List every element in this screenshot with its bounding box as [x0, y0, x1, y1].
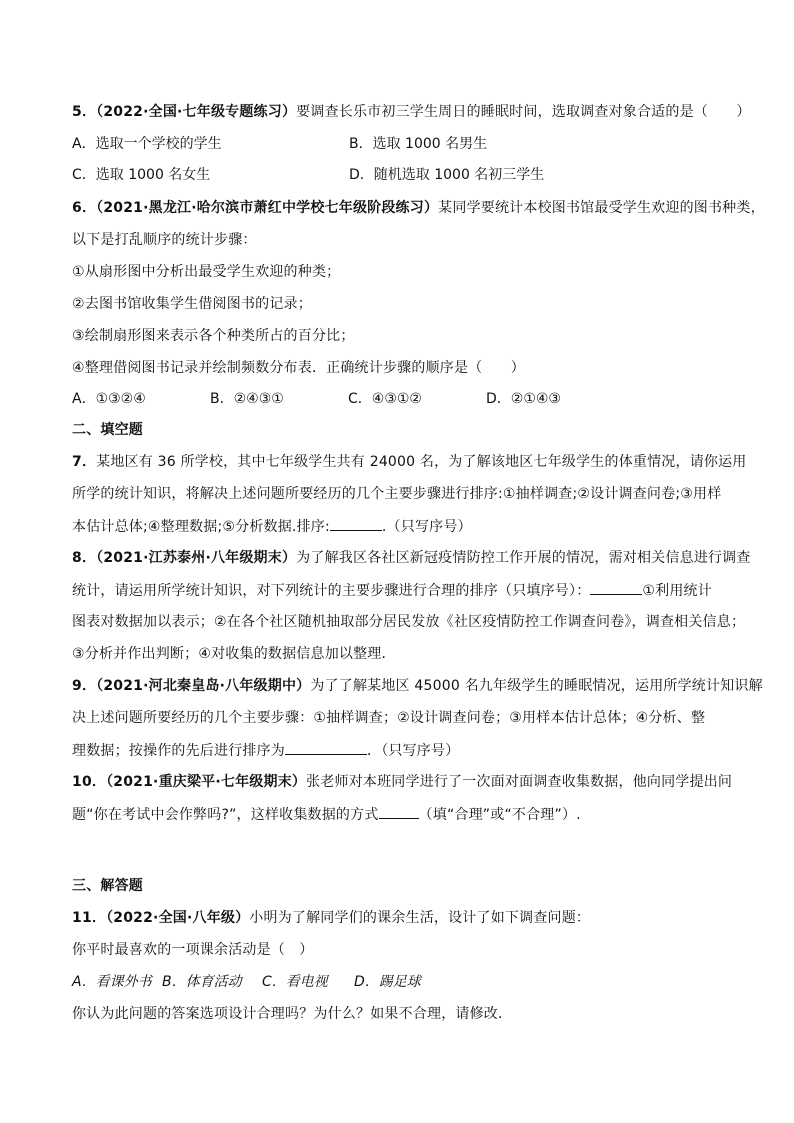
question-text: 某同学要统计本校图书馆最受学生欢迎的图书种类，	[438, 200, 765, 216]
section-heading-answer: 三、解答题	[72, 878, 143, 894]
answer-blank[interactable]	[590, 580, 642, 595]
question-8-stem	[72, 548, 751, 568]
question-text: 题“你在考试中会作弊吗?”，这样收集数据的方式	[72, 807, 379, 823]
question-text: 为了解我区各社区新冠疫情防控工作开展的情况，需对相关信息进行调查	[296, 550, 751, 566]
step-1: ①从扇形图中分析出最受学生欢迎的种类；	[72, 264, 341, 280]
question-9-line-3	[72, 740, 459, 761]
option-b: B．②④③①	[210, 391, 284, 407]
question-number: 7．	[72, 454, 97, 470]
question-7-stem	[72, 452, 747, 472]
question-8-line-4: ③分析并作出判断；④对收集的数据信息加以整理．	[72, 646, 396, 662]
question-6-stem-cont: 以下是打乱顺序的统计步骤：	[72, 232, 257, 248]
question-6-stem	[72, 198, 765, 218]
question-8-line-2	[72, 580, 712, 601]
option-a: A．①③②④	[72, 391, 146, 407]
question-text: 理数据；按操作的先后进行排序为	[72, 743, 285, 759]
step-4: ④整理借阅图书记录并绘制频数分布表．正确统计步骤的顺序是（ ）	[72, 360, 525, 376]
question-source: （2021·黑龙江·哈尔滨市萧红中学校七年级阶段练习）	[96, 200, 439, 216]
option-b: B．选取 1000 名男生	[349, 136, 488, 152]
question-10-stem	[72, 772, 732, 792]
question-text: 张老师对本班同学进行了一次面对面调查收集数据，他向同学提出问	[306, 774, 733, 790]
option-c: C．④③①②	[348, 391, 422, 407]
question-text: 某地区有 36 所学校，其中七年级学生共有 24000 名，为了解该地区七年级学生的体重情况，请你运用	[96, 454, 747, 470]
option-b: B．体育活动	[162, 974, 242, 990]
step-3: ③绘制扇形图来表示各个种类所占的百分比；	[72, 328, 355, 344]
answer-blank[interactable]	[285, 740, 367, 755]
question-number: 10．	[72, 774, 107, 790]
question-source: （2022·全国·八年级）	[106, 910, 250, 926]
question-text: ．（只写序号）	[367, 743, 460, 759]
question-text: 为了了解某地区 45000 名九年级学生的睡眠情况，运用所学统计知识解	[310, 678, 763, 694]
question-number: 5．	[72, 104, 97, 120]
question-source: （2021·河北秦皇岛·八年级期中）	[96, 678, 311, 694]
question-11-line-4: 你认为此问题的答案选项设计合理吗？为什么？如果不合理，请修改．	[72, 1006, 513, 1022]
question-8-line-3: 图表对数据加以表示；②在各个社区随机抽取部分居民发放《社区疫情防控工作调查问卷》，调查相关信息；	[72, 614, 746, 630]
question-11-line-2: 你平时最喜欢的一项课余活动是（ ）	[72, 942, 314, 958]
option-d: D．踢足球	[354, 974, 421, 990]
question-7-line-2: 所学的统计知识，将解决上述问题所要经历的几个主要步骤进行排序:①抽样调查;②设计调查问卷;③用样	[72, 486, 722, 502]
question-7-line-3	[72, 516, 472, 537]
option-c: C．看电视	[262, 974, 328, 990]
option-a: A．看课外书	[72, 974, 152, 990]
question-text: 统计，请运用所学统计知识，对下列统计的主要步骤进行合理的排序（只填序号）：	[72, 583, 591, 599]
answer-blank[interactable]	[330, 516, 382, 531]
answer-blank[interactable]	[379, 804, 419, 819]
option-c: C．选取 1000 名女生	[72, 167, 211, 183]
question-text: 要调查长乐市初三学生周日的睡眠时间，选取调查对象合适的是（ ）	[296, 104, 751, 120]
question-text: 本估计总体;④整理数据;⑤分析数据.排序:	[72, 519, 330, 535]
question-10-line-2	[72, 804, 581, 825]
question-text: （填“合理”或“不合理”）.	[418, 807, 581, 823]
question-source: （2021·江苏泰州·八年级期末）	[96, 550, 297, 566]
section-heading-fill-in: 二、填空题	[72, 422, 143, 438]
option-a: A．选取一个学校的学生	[72, 136, 222, 152]
question-number: 9．	[72, 678, 97, 694]
question-number: 11．	[72, 910, 107, 926]
option-d: D．随机选取 1000 名初三学生	[349, 167, 545, 183]
question-number: 6．	[72, 200, 97, 216]
question-number: 8．	[72, 550, 97, 566]
question-text: ①利用统计	[642, 583, 712, 599]
step-2: ②去图书馆收集学生借阅图书的记录；	[72, 296, 312, 312]
question-text: .（只写序号）	[381, 519, 472, 535]
question-source: （2022·全国·七年级专题练习）	[96, 104, 297, 120]
question-text: 小明为了解同学们的课余生活，设计了如下调查问题：	[249, 910, 591, 926]
question-source: （2021·重庆梁平·七年级期末）	[106, 774, 307, 790]
option-d: D．②①④③	[486, 391, 561, 407]
question-9-stem	[72, 676, 763, 696]
question-11-stem	[72, 908, 590, 928]
question-5-stem	[72, 102, 751, 122]
question-9-line-2: 决上述问题所要经历的几个主要步骤：①抽样调查；②设计调查问卷；③用样本估计总体；④分析、整	[72, 710, 706, 726]
